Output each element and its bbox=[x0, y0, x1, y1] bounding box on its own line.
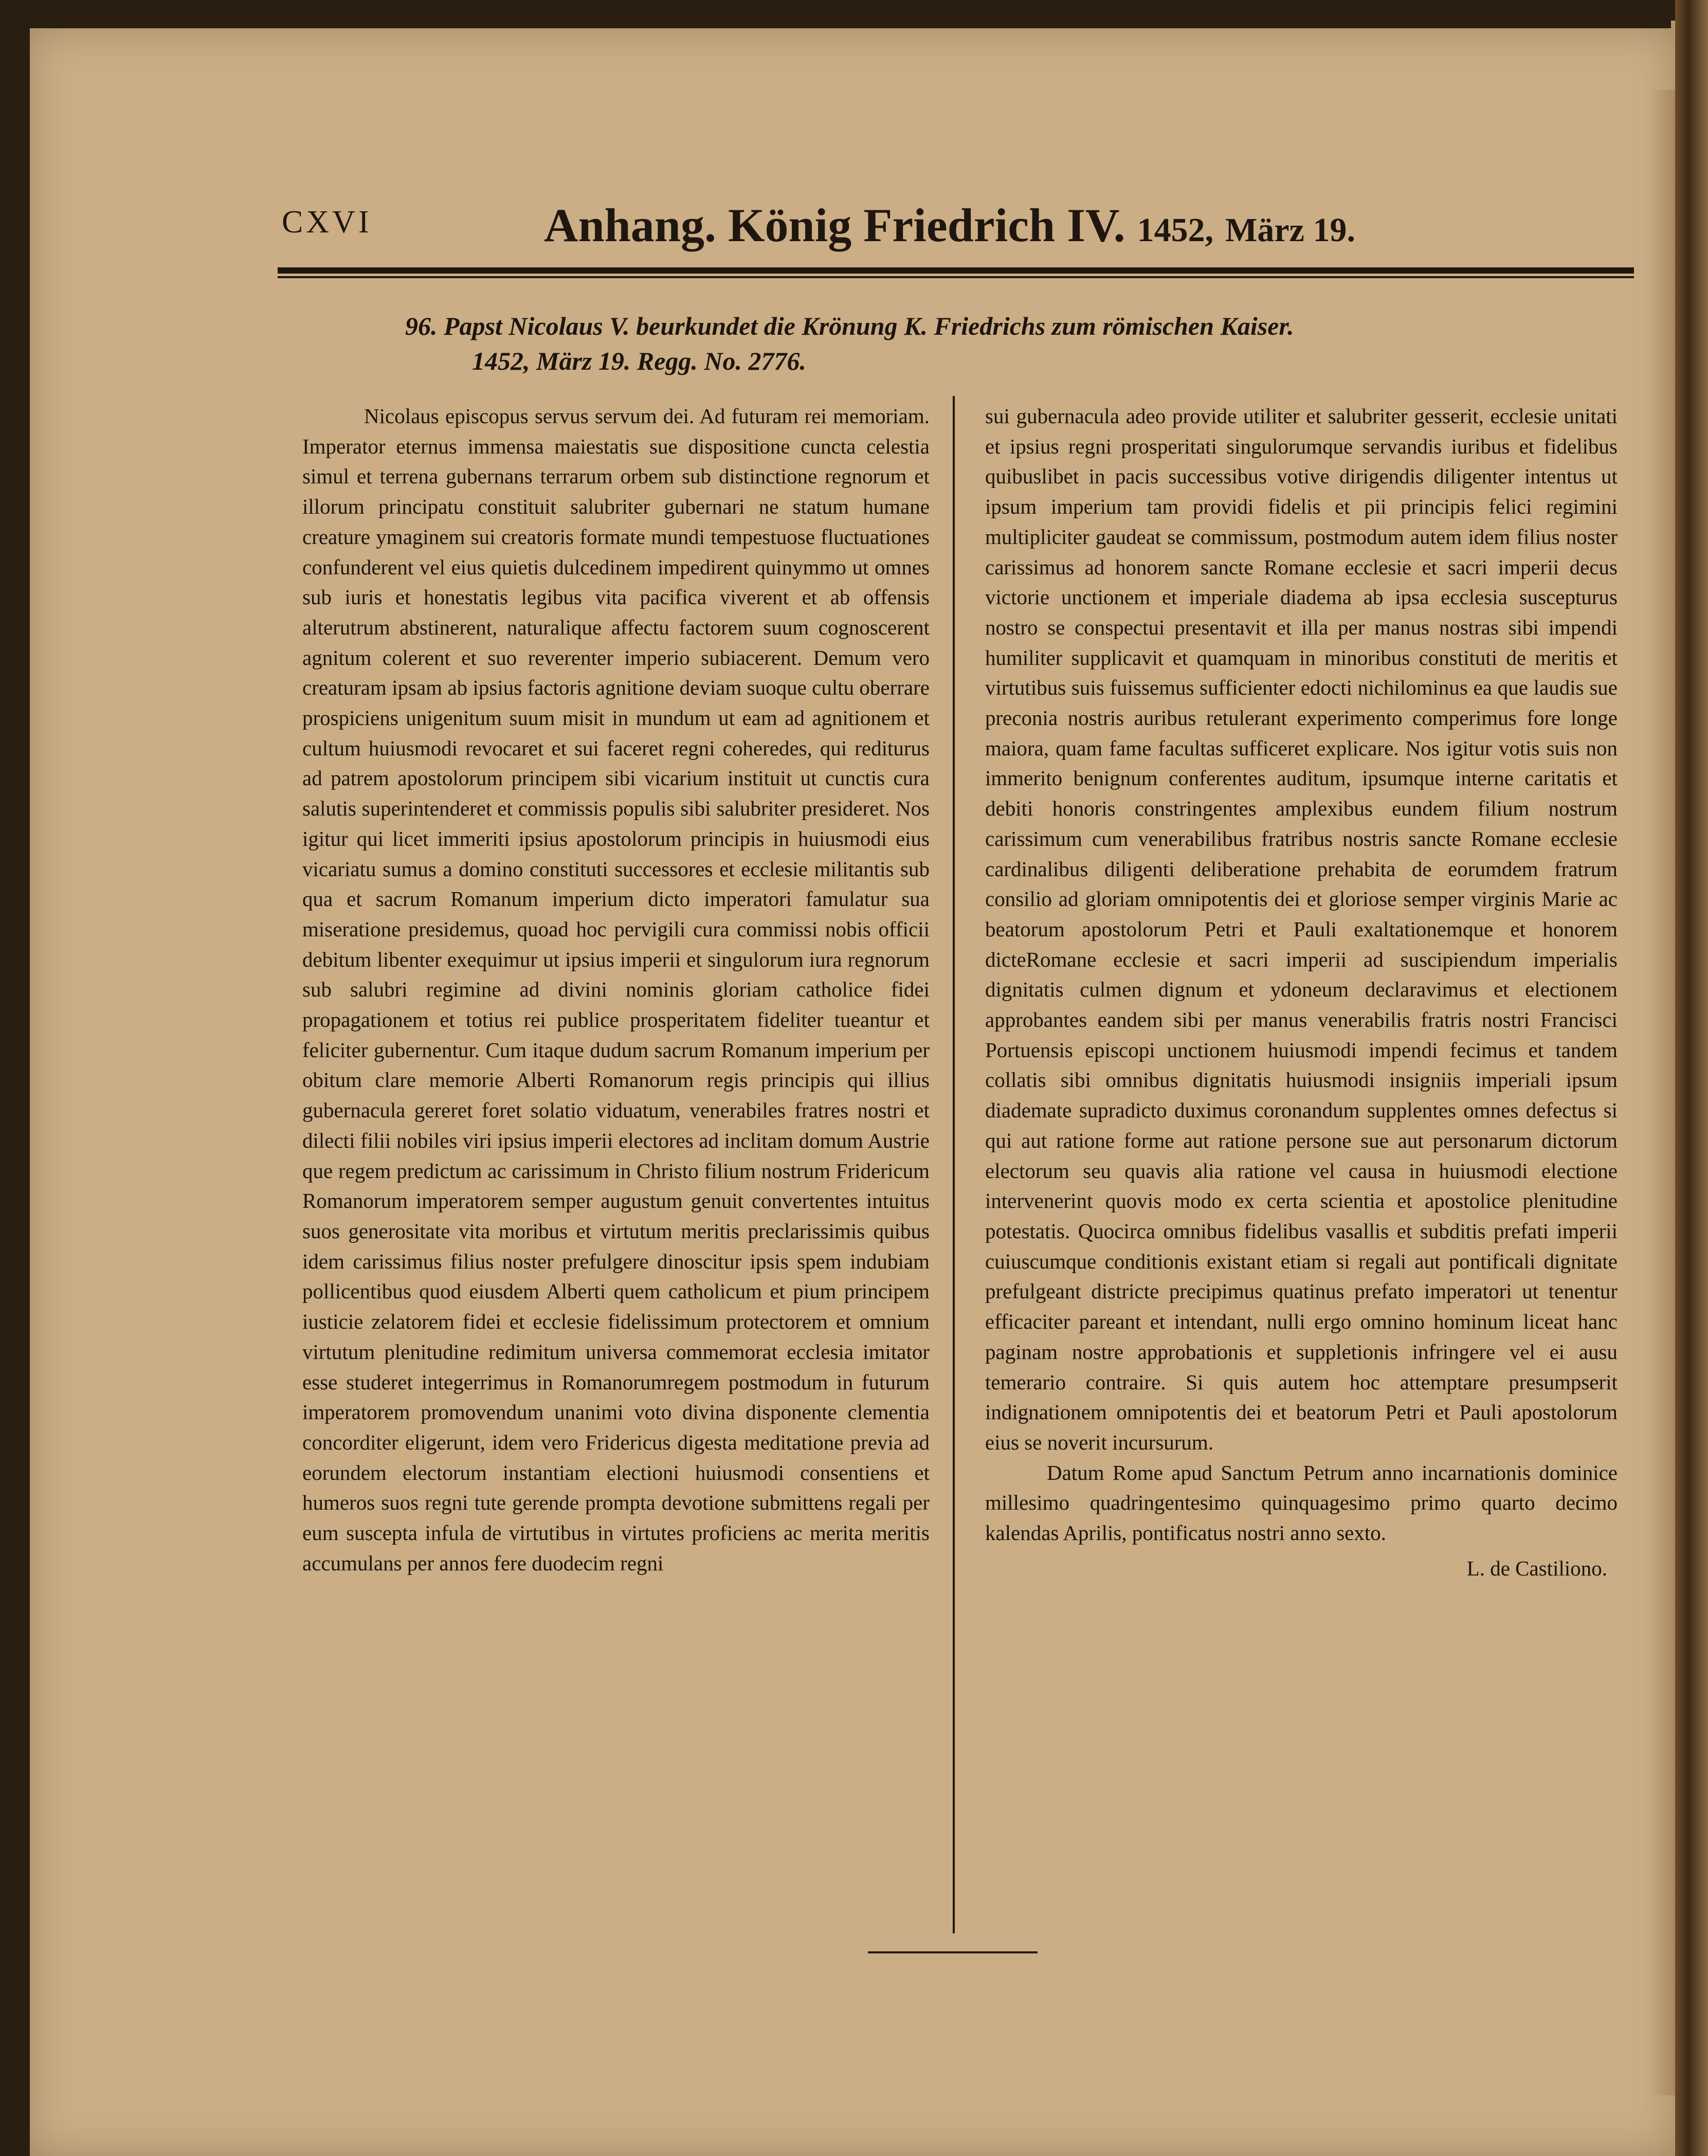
running-title-text: Anhang. König Friedrich IV. bbox=[544, 199, 1125, 251]
dating-clause: Datum Rome apud Sanctum Petrum anno incarnationis dominice millesimo quadringentesimo quinquagesimo primo quarto decimo kalendas Aprilis, pontificatus nostri anno sexto. bbox=[985, 1460, 1618, 1545]
header-rule-thick bbox=[278, 267, 1634, 274]
page-shadow bbox=[1649, 90, 1675, 2095]
running-header bbox=[30, 198, 1675, 255]
running-title bbox=[544, 198, 1355, 252]
header-rule-thin bbox=[278, 276, 1634, 278]
running-title-day: März 19. bbox=[1225, 211, 1355, 249]
end-rule bbox=[868, 1951, 1038, 1953]
running-title-year: 1452, bbox=[1137, 211, 1214, 249]
document-heading-line2: 1452, März 19. Regg. No. 2776. bbox=[472, 347, 807, 375]
column-divider bbox=[953, 396, 955, 1933]
document-heading bbox=[287, 309, 1634, 378]
text-column-right bbox=[985, 401, 1618, 1583]
book-page bbox=[30, 28, 1675, 2156]
book-binding-edge bbox=[1675, 0, 1708, 2156]
text-column-left bbox=[302, 401, 930, 1578]
right-column-text: sui gubernacula adeo provide utiliter et salubriter gesserit, ecclesie unitati et ipsius regni prosperitati singulorumque servandis iuribus et fidelibus quibuslibet in pacis successibus votive dirigendis diligenter intentus ut ipsum imperium tam providi fidelis et pii principis felici regimini multipliciter gaudeat se commissum, postmodum autem idem filius noster carissimus ad honorem sancte Romane ecclesie et sacri imperii decus victorie unctionem et imperiale diadema ab ipsa ecclesia suscepturus nostro se conspectui presentavit et illa per manus nostras sibi impendi humiliter supplicavit et quamquam in minoribus constituti de meritis et virtutibus suis fuissemus sufficienter edocti nichilominus ea que laudis sue preconia nostris auribus retulerant experimento comperimus fore longe maiora, quam fame facultas sufficeret explicare. Nos igitur votis suis non immerito benignum conferentes auditum, ipsumque interne caritatis et debiti honoris constringentes amplexibus eundem filium nostrum carissimum cum venerabilibus fratribus nostris sancte Romane ecclesie cardinalibus diligenti deliberatione prehabita de eorumdem fratrum consilio ad gloriam omnipotentis dei et gloriose semper virginis Marie ac beatorum apostolorum Petri et Pauli exaltationemque et honorem dicteRomane ecclesie et sacri imperii ad suscipiendum imperialis dignitatis culmen dignum et ydoneum declaravimus et electionem approbantes eandem sibi per manus venerabilis fratris nostri Francisci Portuensis episcopi unctionem huiusmodi impendi fecimus et tandem collatis sibi omnibus dignitatis huiusmodi insigniis imperiali ipsum diademate supradicto duximus coronandum supplentes omnes defectus si qui aut ratione forme aut ratione persone sue aut personarum dictorum electorum seu quavis alia ratione vel causa in huiusmodi electione intervenerint quovis modo ex certa scientia et apostolice plenitudine potestatis. Quocirca omnibus fidelibus vasallis et subditis prefati imperii cuiuscumque conditionis existant etiam si regali aut pontificali dignitate prefulgeant districte precipimus quatinus prefato imperatori ut tenentur efficaciter pareant et intendant, nulli ergo omnino hominum liceat hanc paginam nostre approbationis et suppletionis infringere vel ei ausu temerario contraire. Si quis autem hoc attemptare presumpserit indignationem omnipotentis dei et beatorum Petri et Pauli apostolorum eius se noverit incursurum. bbox=[985, 404, 1618, 1454]
document-heading-line1: 96. Papst Nicolaus V. beurkundet die Krönung K. Friedrichs zum römischen Kaiser. bbox=[405, 312, 1294, 340]
signature: L. de Castiliono. bbox=[1466, 1556, 1607, 1580]
left-column-text: Nicolaus episcopus servus servum dei. Ad futuram rei memoriam. Imperator eternus immensa maiestatis sue dispositione cuncta celestia simul et terrena gubernans terrarum orbem sub distinctione regnorum et illorum principatu constituit salubriter gubernari ne statum humane creature ymaginem sui creatoris formate mundi tempestuose fluctuationes confunderent vel eius quietis dulcedinem impedirent quinymmo ut omnes sub iuris et honestatis legibus vita pacifica viverent et ab offensis alterutrum abstinerent, naturalique affectu factorem suum cognoscerent agnitum colerent et suo reverenter imperio subiacerent. Demum vero creaturam ipsam ab ipsius factoris agnitione deviam suoque cultu oberrare prospiciens unigenitum suum misit in mundum ut eam ad agnitionem et cultum huiusmodi revocaret et sui faceret regni coheredes, qui rediturus ad patrem apostolorum principem sibi vicarium instituit ut cunctis cura salutis superintenderet et commissis populis sibi salubriter presideret. Nos igitur qui licet immeriti ipsius apostolorum principis in huiusmodi eius vicariatu sumus a domino constituti successores et ecclesie militantis sub qua et sacrum Romanum imperium dicto imperatori famulatur sua miseratione presidemus, quoad hoc pervigili cura commissi nobis officii debitum libenter exequimur ut ipsius imperii et singulorum iura regnorum sub salubri regimine ad divini nominis gloriam catholice fidei propagationem et totius rei publice prosperitatem fideliter tueantur et feliciter gubernentur. Cum itaque dudum sacrum Romanum imperium per obitum clare memorie Alberti Romanorum regis principis qui illius gubernacula gereret foret solatio viduatum, venerabiles fratres nostri et dilecti filii nobiles viri ipsius imperii electores ad inclitam domum Austrie que regem predictum ac carissimum in Christo filium nostrum Fridericum Romanorum imperatorem semper augustum genuit convertentes intuitus suos generositate vita moribus et virtutum meritis preclarissimis quibus idem carissimus filius noster prefulgere dinoscitur ipsis spem indubiam pollicentibus quod eiusdem Alberti quem catholicum et pium principem iusticie zelatorem fidei et ecclesie fidelissimum protectorem et omnium virtutum plenitudine redimitum universa commemorat ecclesia imitator esse studeret integerrimus in Romanorumregem postmodum in futurum imperatorem promovendum unanimi voto divina disponente clementia concorditer eligerunt, idem vero Fridericus digesta meditatione previa ad eorundem electorum instantiam electioni huiusmodi consentiens et humeros suos regni tute gerende prompta devotione submittens regali per eum suscepta infula de virtutibus in virtutes proficiens ac merita meritis accumulans per annos fere duodecim regni bbox=[302, 404, 930, 1575]
page-number: CXVI bbox=[282, 205, 372, 240]
